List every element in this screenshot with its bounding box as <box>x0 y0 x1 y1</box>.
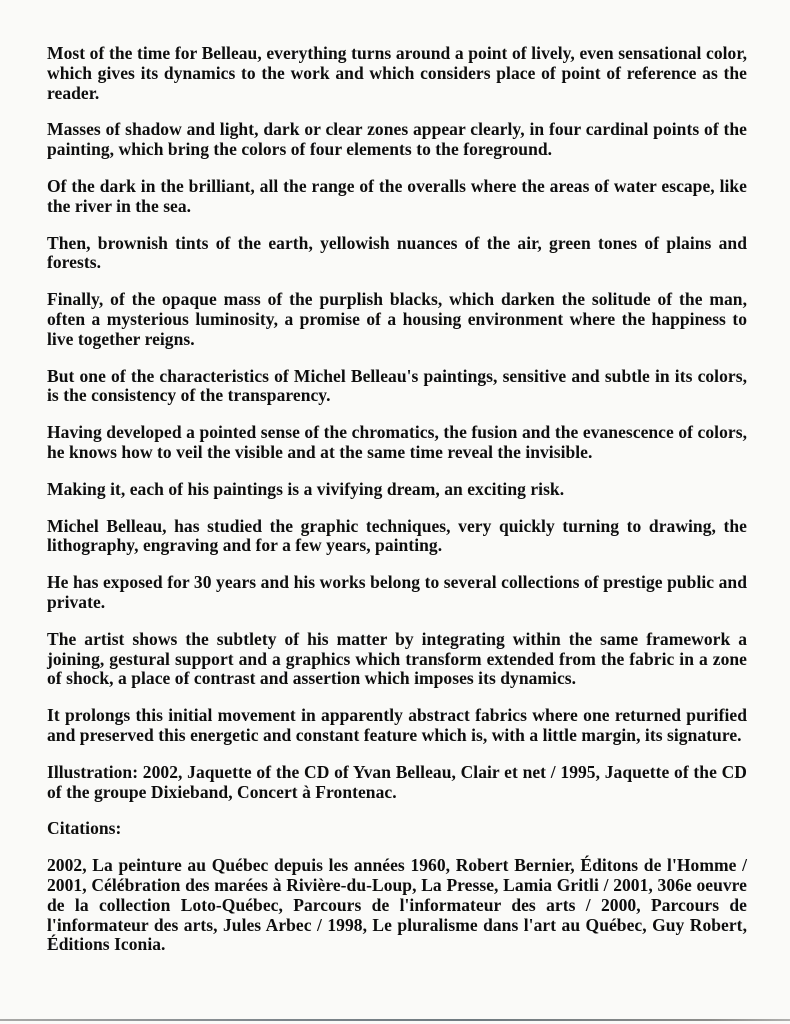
paragraph: He has exposed for 30 years and his works belong to several collections of prestige public and private. <box>47 572 747 612</box>
paragraph: Then, brownish tints of the earth, yellowish nuances of the air, green tones of plains and forests. <box>47 232 747 273</box>
citations-heading: Citations: <box>47 818 122 839</box>
paragraph: Of the dark in the brilliant, all the range of the overalls where the areas of water escape, like the river in the sea. <box>47 175 747 216</box>
illustration-caption-paragraph: Illustration: 2002, Jaquette of the CD of Yvan Belleau, Clair et net / 1995, Jaquette of the CD of the groupe Dixieband, Concert à Frontenac. <box>47 761 747 802</box>
paragraph: Masses of shadow and light, dark or clear zones appear clearly, in four cardinal points of the painting, which bring the colors of four elements to the foreground. <box>47 119 747 160</box>
paragraph: Making it, each of his paintings is a vivifying dream, an exciting risk. <box>47 478 565 499</box>
paragraph: It prolongs this initial movement in apparently abstract fabrics where one returned purified and preserved this energetic and constant feature which is, with a little margin, its signature. <box>47 705 747 745</box>
paragraph: Michel Belleau, has studied the graphic techniques, very quickly turning to drawing, the lithography, engraving and for a few years, painting. <box>47 515 747 556</box>
paragraph: The artist shows the subtlety of his matter by integrating within the same framework a joining, gestural support and a graphics which transform extended from the fabric in a zone of shock, a place of contrast and assertion which imposes its dynamics. <box>47 628 747 689</box>
citations-paragraph: 2002, La peinture au Québec depuis les années 1960, Robert Bernier, Éditons de l'Homme / 2001, Célébration des marées à Rivière-du-Loup, La Presse, Lamia Gritli / 2001, 306e oeuvre de la collection Loto-Québec, Parcours de l'informateur des arts / 2000, Parcours de l'informateur des arts, Jules Arbec / 1998, Le pluralisme dans l'art au Québec, Guy Robert, Éditions Iconia. <box>47 855 747 955</box>
page-bottom-scan-artifact <box>0 1019 790 1021</box>
paragraph: Having developed a pointed sense of the chromatics, the fusion and the evanescence of colors, he knows how to veil the visible and at the same time reveal the invisible. <box>47 422 747 462</box>
document-text-block <box>47 44 747 972</box>
paragraph: Most of the time for Belleau, everything turns around a point of lively, even sensational color, which gives its dynamics to the work and which considers place of point of reference as the reader. <box>47 43 747 103</box>
paragraph: Finally, of the opaque mass of the purplish blacks, which darken the solitude of the man, often a mysterious luminosity, a promise of a housing environment where the happiness to live together reigns. <box>47 289 747 349</box>
paragraph: But one of the characteristics of Michel Belleau's paintings, sensitive and subtle in its colors, is the consistency of the transparency. <box>47 365 747 406</box>
